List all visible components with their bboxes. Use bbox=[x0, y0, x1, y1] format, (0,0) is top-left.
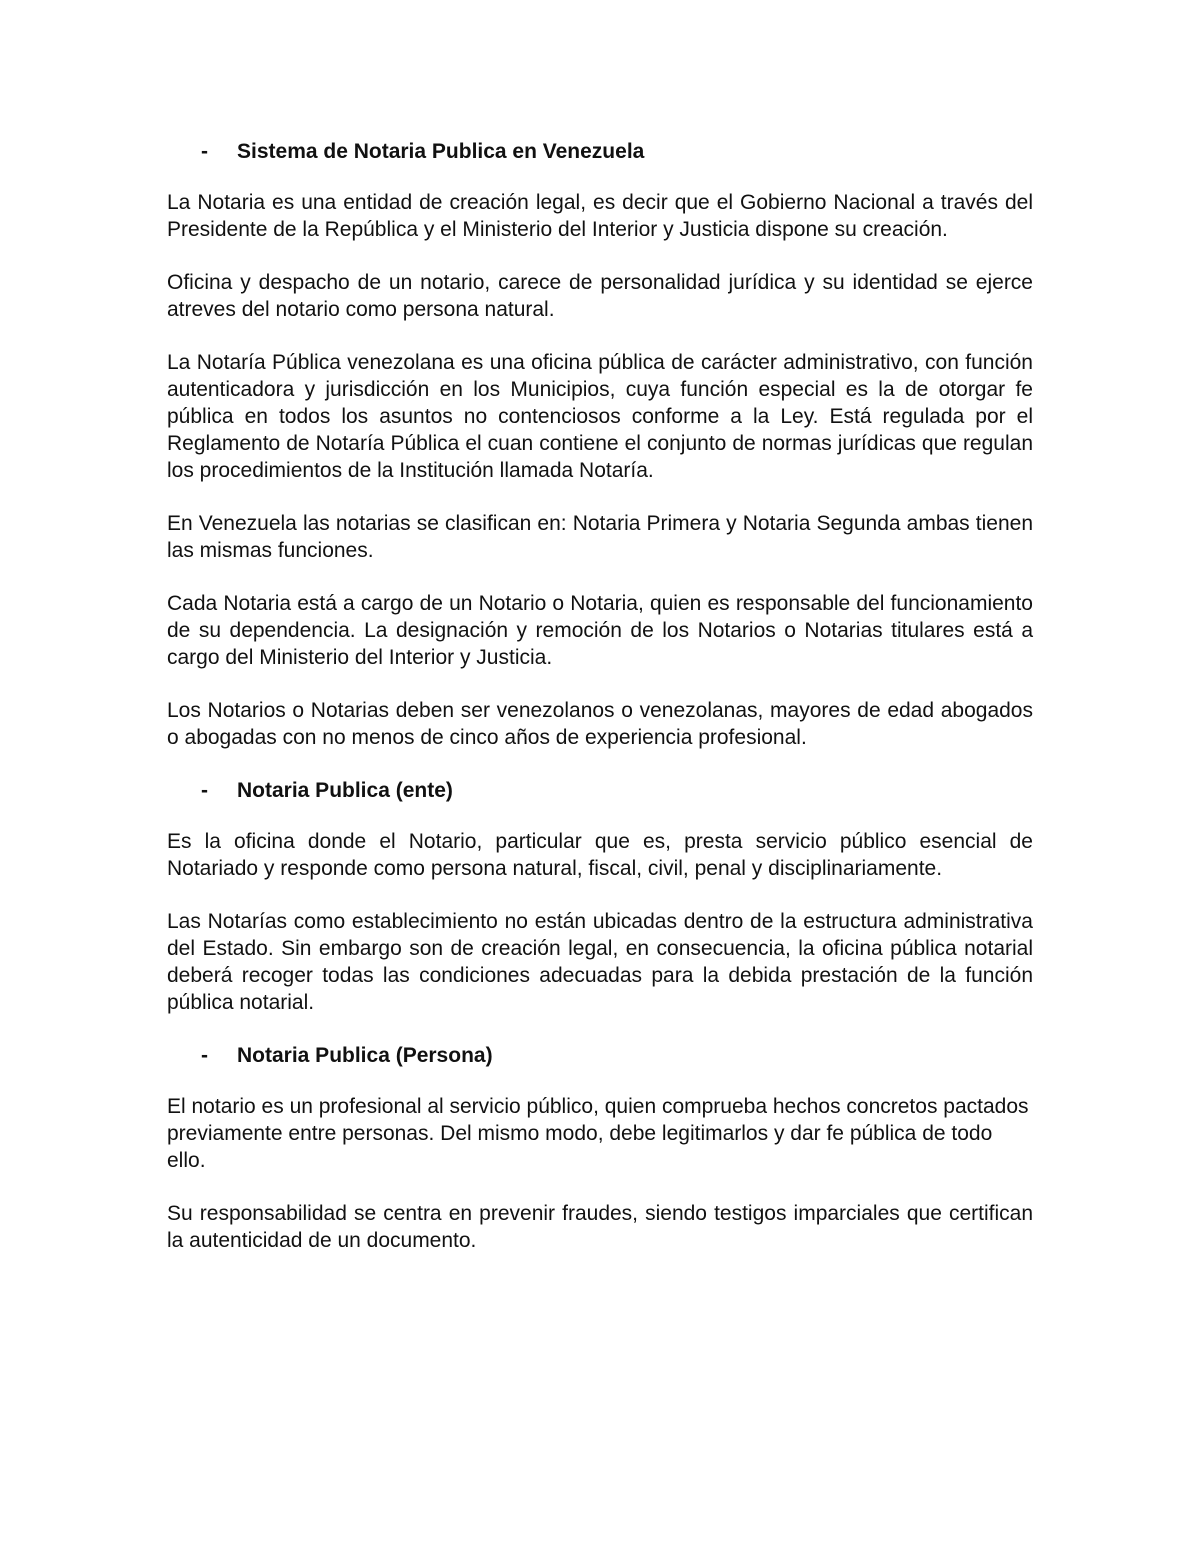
section-heading-text: Sistema de Notaria Publica en Venezuela bbox=[237, 140, 645, 163]
section-heading-text: Notaria Publica (Persona) bbox=[237, 1044, 493, 1067]
bullet-dash: - bbox=[201, 1044, 208, 1067]
paragraph: Cada Notaria está a cargo de un Notario o Notaria, quien es responsable del funcionamiento de su dependencia. La designación y remoción de los Notarios o Notarias titulares está a cargo del Ministerio del Interior y Justicia. bbox=[167, 592, 1033, 669]
paragraph: Su responsabilidad se centra en prevenir fraudes, siendo testigos imparciales que certifican la autenticidad de un documento. bbox=[167, 1202, 1033, 1252]
paragraph: El notario es un profesional al servicio público, quien comprueba hechos concretos pactados previamente entre personas. Del mismo modo, debe legitimarlos y dar fe pública de todo ello. bbox=[167, 1095, 1029, 1172]
paragraph: Las Notarías como establecimiento no están ubicadas dentro de la estructura administrativa del Estado. Sin embargo son de creación legal, en consecuencia, la oficina pública notarial deberá recoger todas las condiciones adecuadas para la debida prestación de la función pública notarial. bbox=[167, 910, 1033, 1014]
section-heading bbox=[167, 138, 1033, 165]
paragraph: En Venezuela las notarias se clasifican en: Notaria Primera y Notaria Segunda ambas tienen las mismas funciones. bbox=[167, 512, 1033, 562]
bullet-dash: - bbox=[201, 140, 208, 163]
paragraph: Es la oficina donde el Notario, particular que es, presta servicio público esencial de Notariado y responde como persona natural, fiscal, civil, penal y disciplinariamente. bbox=[167, 830, 1033, 880]
paragraph: La Notaria es una entidad de creación legal, es decir que el Gobierno Nacional a través del Presidente de la República y el Ministerio del Interior y Justicia dispone su creación. bbox=[167, 191, 1033, 241]
section-heading-text: Notaria Publica (ente) bbox=[237, 779, 453, 802]
section-heading bbox=[167, 777, 1033, 804]
document-body bbox=[167, 138, 1033, 1280]
section-heading bbox=[167, 1042, 1033, 1069]
paragraph: La Notaría Pública venezolana es una oficina pública de carácter administrativo, con función autenticadora y jurisdicción en los Municipios, cuya función especial es la de otorgar fe pública en todos los asuntos no contenciosos conforme a la Ley. Está regulada por el Reglamento de Notaría Pública el cuan contiene el conjunto de normas jurídicas que regulan los procedimientos de la Institución llamada Notaría. bbox=[167, 351, 1033, 482]
bullet-dash: - bbox=[201, 779, 208, 802]
paragraph: Oficina y despacho de un notario, carece de personalidad jurídica y su identidad se ejerce atreves del notario como persona natural. bbox=[167, 271, 1033, 321]
paragraph: Los Notarios o Notarias deben ser venezolanos o venezolanas, mayores de edad abogados o abogadas con no menos de cinco años de experiencia profesional. bbox=[167, 699, 1033, 749]
